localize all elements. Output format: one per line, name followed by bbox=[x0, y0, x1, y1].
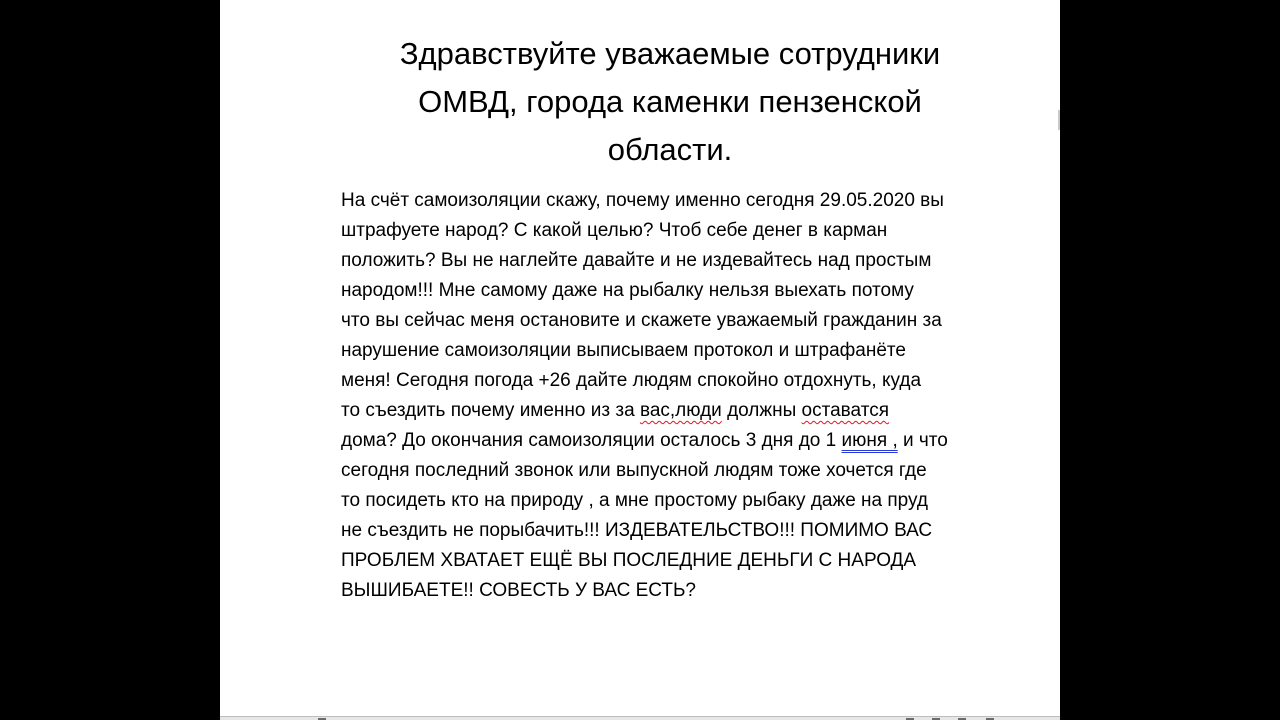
status-bar-edge bbox=[220, 716, 1060, 720]
body-line-2 bbox=[341, 216, 1021, 246]
body-line-4 bbox=[341, 276, 1021, 306]
page-edge-marker bbox=[1058, 110, 1060, 130]
body-line-12 bbox=[341, 516, 1021, 546]
body-text: ПРОБЛЕМ ХВАТАЕТ ЕЩЁ ВЫ ПОСЛЕДНИЕ ДЕНЬГИ С НАРОДА bbox=[341, 550, 917, 571]
body-line-6 bbox=[341, 336, 1021, 366]
body-text: положить? Вы не наглейте давайте и не издевайтесь над простым bbox=[341, 250, 932, 271]
title-line-3: области. bbox=[607, 132, 733, 167]
spelling-error-word[interactable]: оставатся bbox=[801, 400, 889, 421]
document-page[interactable] bbox=[220, 0, 1060, 716]
body-text: нарушение самоизоляции выписываем протокол и штрафанёте bbox=[341, 340, 906, 361]
body-text: сегодня последний звонок или выпускной людям тоже хочется где bbox=[341, 460, 927, 481]
body-line-13 bbox=[341, 546, 1021, 576]
body-line-9 bbox=[341, 426, 1021, 456]
body-line-11 bbox=[341, 486, 1021, 516]
body-text: и что bbox=[897, 430, 948, 451]
body-text: штрафуете народ? С какой целью? Чтоб себе денег в карман bbox=[341, 220, 888, 241]
body-text: дома? До окончания самоизоляции осталось 3 дня до 1 bbox=[341, 430, 842, 451]
body-text: то съездить почему именно из за bbox=[341, 400, 640, 421]
body-text: должны bbox=[721, 400, 802, 421]
spelling-error-word[interactable]: вас,люди bbox=[639, 400, 722, 421]
body-text: что вы сейчас меня остановите и скажете уважаемый гражданин за bbox=[341, 310, 942, 331]
grammar-error-word[interactable]: июня , bbox=[841, 430, 898, 451]
body-text: На счёт самоизоляции скажу, почему именно сегодня 29.05.2020 вы bbox=[341, 190, 944, 211]
body-text: меня! Сегодня погода +26 дайте людям спокойно отдохнуть, куда bbox=[341, 370, 922, 391]
body-line-10 bbox=[341, 456, 1021, 486]
body-line-1 bbox=[341, 186, 1021, 216]
title-line-1: Здравствуйте уважаемые сотрудники bbox=[399, 36, 941, 71]
body-text: не съездить не порыбачить!!! ИЗДЕВАТЕЛЬСТВО!!! ПОМИМО ВАС bbox=[341, 520, 933, 541]
body-text: народом!!! Мне самому даже на рыбалку нельзя выехать потому bbox=[341, 280, 914, 301]
body-line-7 bbox=[341, 366, 1021, 396]
body-line-3 bbox=[341, 246, 1021, 276]
body-text: ВЫШИБАЕТЕ!! СОВЕСТЬ У ВАС ЕСТЬ? bbox=[341, 580, 696, 601]
document-title bbox=[350, 30, 990, 174]
body-line-5 bbox=[341, 306, 1021, 336]
title-line-2: ОМВД, города каменки пензенской bbox=[418, 84, 922, 119]
document-body bbox=[341, 186, 1021, 606]
body-text: то посидеть кто на природу , а мне простому рыбаку даже на пруд bbox=[341, 490, 928, 511]
body-line-14 bbox=[341, 576, 1021, 606]
body-line-8 bbox=[341, 396, 1021, 426]
